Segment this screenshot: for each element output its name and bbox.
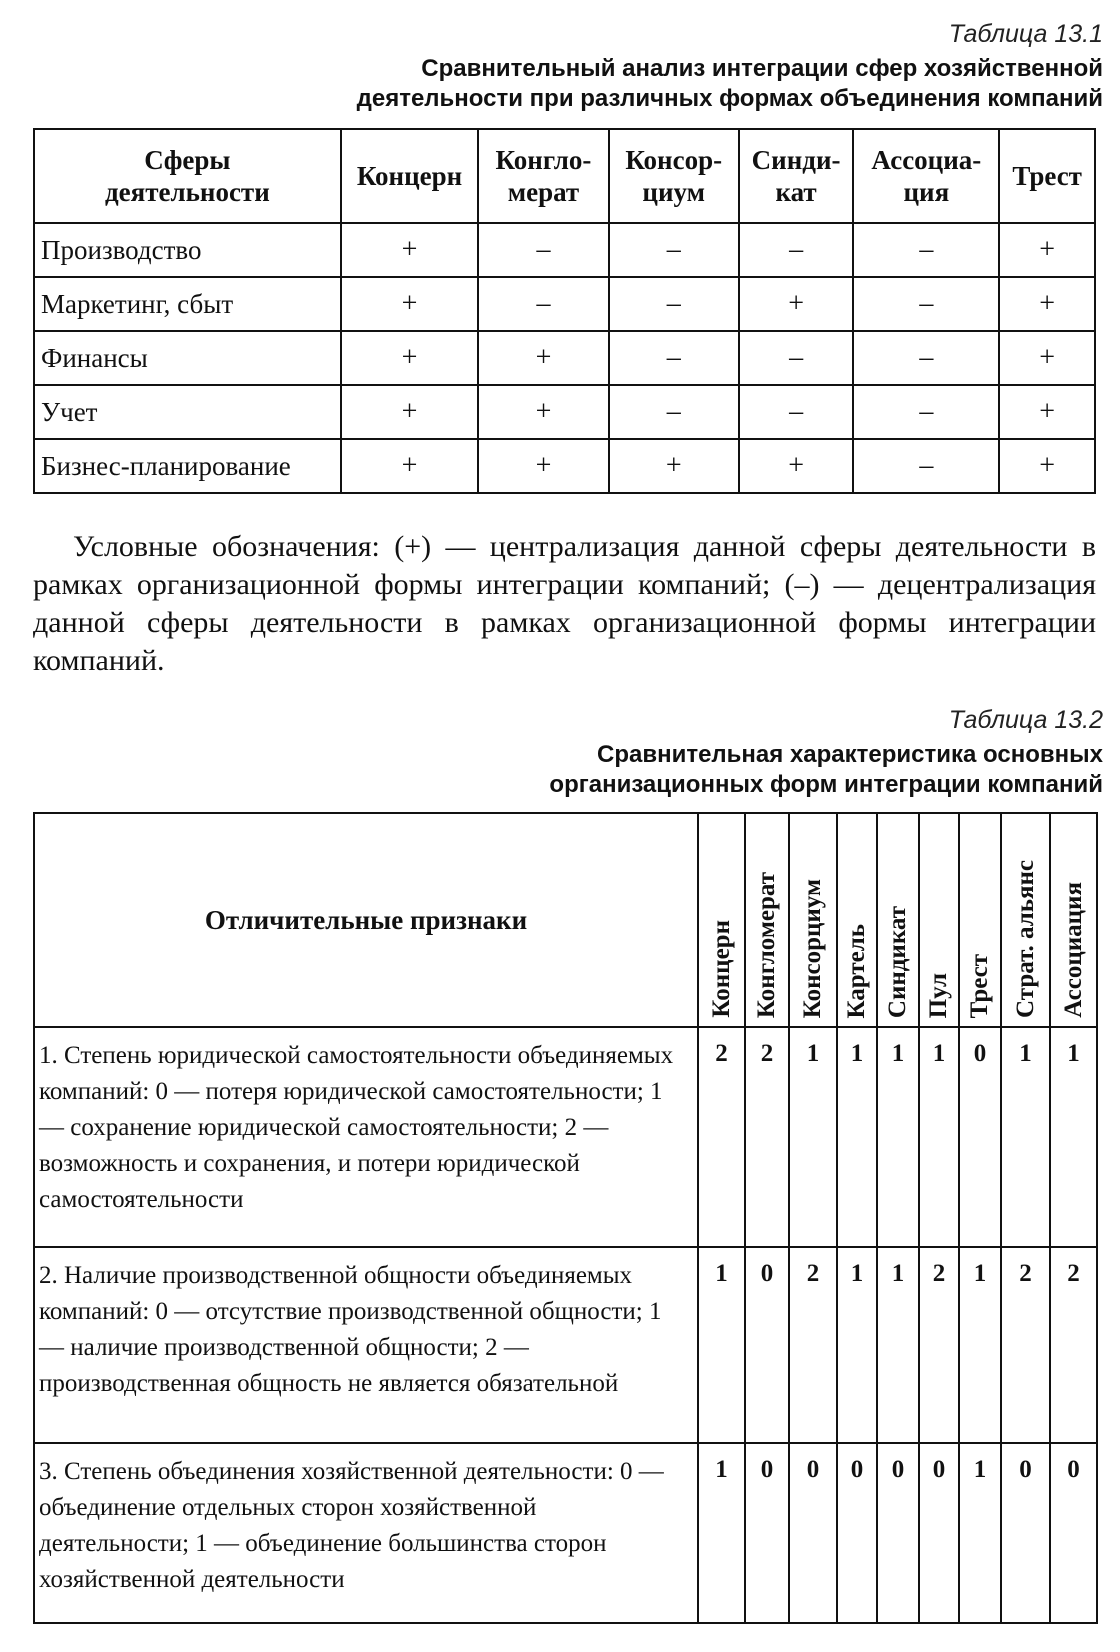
table2-desc-cell: 3. Степень объединения хозяйственной деятельности: 0 — объединение отдельных сторон хозяйственной деятельности; 1 — объединение большинства сторон хозяйственной деятельности bbox=[34, 1443, 698, 1623]
table1-mark: + bbox=[999, 277, 1095, 331]
table1-area-cell: Производство bbox=[34, 223, 341, 277]
table2-header-col: Конгломерат bbox=[745, 813, 789, 1027]
table2-value: 2 bbox=[789, 1247, 837, 1443]
table2-label: Таблица 13.2 bbox=[948, 706, 1103, 734]
table2-value: 1 bbox=[698, 1247, 745, 1443]
table2-row bbox=[34, 1247, 1097, 1443]
table2-value: 0 bbox=[959, 1027, 1001, 1247]
table2-value: 1 bbox=[919, 1027, 959, 1247]
table1-mark: – bbox=[609, 331, 739, 385]
table1-header-consortium: Консор- циум bbox=[609, 129, 739, 223]
table1-mark: – bbox=[853, 439, 999, 493]
table2-value: 1 bbox=[698, 1443, 745, 1623]
table2-row bbox=[34, 1443, 1097, 1623]
table1-mark: + bbox=[341, 439, 479, 493]
table2-value: 1 bbox=[959, 1247, 1001, 1443]
table2-desc-cell: 1. Степень юридической самостоятельности объединяемых компаний: 0 — потеря юридической самостоятельности; 1 — сохранение юридической самостоятельности; 2 — возможность и сохранения, и потери юридической самостоятельности bbox=[34, 1027, 698, 1247]
table2-value: 1 bbox=[877, 1247, 919, 1443]
table1-mark: + bbox=[341, 277, 479, 331]
table1-mark: – bbox=[853, 277, 999, 331]
table1-area-cell: Учет bbox=[34, 385, 341, 439]
table1-mark: – bbox=[739, 331, 854, 385]
table1-mark: + bbox=[341, 331, 479, 385]
table1-mark: – bbox=[478, 277, 608, 331]
table1-mark: + bbox=[341, 385, 479, 439]
table2-value: 0 bbox=[919, 1443, 959, 1623]
table2-value: 2 bbox=[698, 1027, 745, 1247]
table1-mark: – bbox=[609, 277, 739, 331]
table2-value: 1 bbox=[959, 1443, 1001, 1623]
table1-mark: + bbox=[999, 385, 1095, 439]
table1-header-conglomerate: Конгло- мерат bbox=[478, 129, 608, 223]
table2-header-col: Трест bbox=[959, 813, 1001, 1027]
table2-header-col: Страт. альянс bbox=[1001, 813, 1050, 1027]
table2-header-col: Ассоциация bbox=[1050, 813, 1097, 1027]
table2-value: 2 bbox=[1001, 1247, 1050, 1443]
table1-title-line2: деятельности при различных формах объединения компаний bbox=[356, 85, 1103, 112]
table2-value: 0 bbox=[1050, 1443, 1097, 1623]
table2 bbox=[33, 812, 1098, 1624]
table1-area-cell: Бизнес-планирование bbox=[34, 439, 341, 493]
table2-row bbox=[34, 1027, 1097, 1247]
table1-row bbox=[34, 439, 1095, 493]
table2-value: 2 bbox=[919, 1247, 959, 1443]
table1-mark: + bbox=[609, 439, 739, 493]
table2-title-line1: Сравнительная характеристика основных bbox=[596, 741, 1103, 768]
table1-label: Таблица 13.1 bbox=[948, 20, 1103, 48]
table1-mark: + bbox=[478, 385, 608, 439]
table1-row bbox=[34, 223, 1095, 277]
table1-mark: + bbox=[341, 223, 479, 277]
table2-value: 1 bbox=[837, 1027, 877, 1247]
table1-mark: – bbox=[853, 385, 999, 439]
table2-value: 1 bbox=[877, 1027, 919, 1247]
table2-value: 0 bbox=[745, 1443, 789, 1623]
table2-value: 0 bbox=[745, 1247, 789, 1443]
table2-header-features: Отличительные признаки bbox=[34, 813, 698, 1027]
table1-mark: – bbox=[739, 385, 854, 439]
table1-mark: + bbox=[999, 439, 1095, 493]
table1-mark: – bbox=[609, 385, 739, 439]
table2-value: 2 bbox=[1050, 1247, 1097, 1443]
table2-header-col: Концерн bbox=[698, 813, 745, 1027]
table1-mark: – bbox=[478, 223, 608, 277]
table2-value: 0 bbox=[1001, 1443, 1050, 1623]
table2-value: 1 bbox=[1001, 1027, 1050, 1247]
table2-value: 2 bbox=[745, 1027, 789, 1247]
table2-value: 1 bbox=[837, 1247, 877, 1443]
table2-header-col: Картель bbox=[837, 813, 877, 1027]
table1-mark: – bbox=[609, 223, 739, 277]
table2-desc-cell: 2. Наличие производственной общности объединяемых компаний: 0 — отсутствие производственной общности; 1 — наличие производственной общности; 2 — производственная общность не является обязательной bbox=[34, 1247, 698, 1443]
table1-mark: – bbox=[853, 223, 999, 277]
table2-header-col: Консорциум bbox=[789, 813, 837, 1027]
table2-header-col: Синдикат bbox=[877, 813, 919, 1027]
table1-mark: + bbox=[999, 331, 1095, 385]
table2-title-line2: организационных форм интеграции компаний bbox=[549, 771, 1103, 798]
table1-header-areas: Сферы деятельности bbox=[34, 129, 341, 223]
table2-value: 0 bbox=[837, 1443, 877, 1623]
table1-mark: + bbox=[478, 439, 608, 493]
table1-header-concern: Концерн bbox=[341, 129, 479, 223]
table1-title-line1: Сравнительный анализ интеграции сфер хозяйственной bbox=[421, 55, 1103, 82]
table1-mark: + bbox=[739, 439, 854, 493]
legend-paragraph: Условные обозначения: (+) — централизация данной сферы деятельности в рамках организационной формы интеграции компаний; (–) — децентрализация данной сферы деятельности в рамках организационной формы интеграции компаний. bbox=[33, 530, 1096, 677]
table1-header-trust: Трест bbox=[999, 129, 1095, 223]
table1 bbox=[33, 128, 1096, 494]
table1-mark: – bbox=[739, 223, 854, 277]
table1-mark: + bbox=[478, 331, 608, 385]
table2-value: 0 bbox=[789, 1443, 837, 1623]
table1-area-cell: Маркетинг, сбыт bbox=[34, 277, 341, 331]
table1-row bbox=[34, 331, 1095, 385]
table1-mark: + bbox=[739, 277, 854, 331]
table1-title bbox=[357, 54, 1103, 114]
table1-header-syndicate: Синди- кат bbox=[739, 129, 854, 223]
table2-value: 0 bbox=[877, 1443, 919, 1623]
table1-area-cell: Финансы bbox=[34, 331, 341, 385]
table2-value: 1 bbox=[789, 1027, 837, 1247]
table1-header-association: Ассоциа- ция bbox=[853, 129, 999, 223]
table1-row bbox=[34, 277, 1095, 331]
table2-header-col: Пул bbox=[919, 813, 959, 1027]
table2-title bbox=[549, 740, 1103, 800]
table2-value: 1 bbox=[1050, 1027, 1097, 1247]
table1-mark: – bbox=[853, 331, 999, 385]
table1-mark: + bbox=[999, 223, 1095, 277]
table1-row bbox=[34, 385, 1095, 439]
